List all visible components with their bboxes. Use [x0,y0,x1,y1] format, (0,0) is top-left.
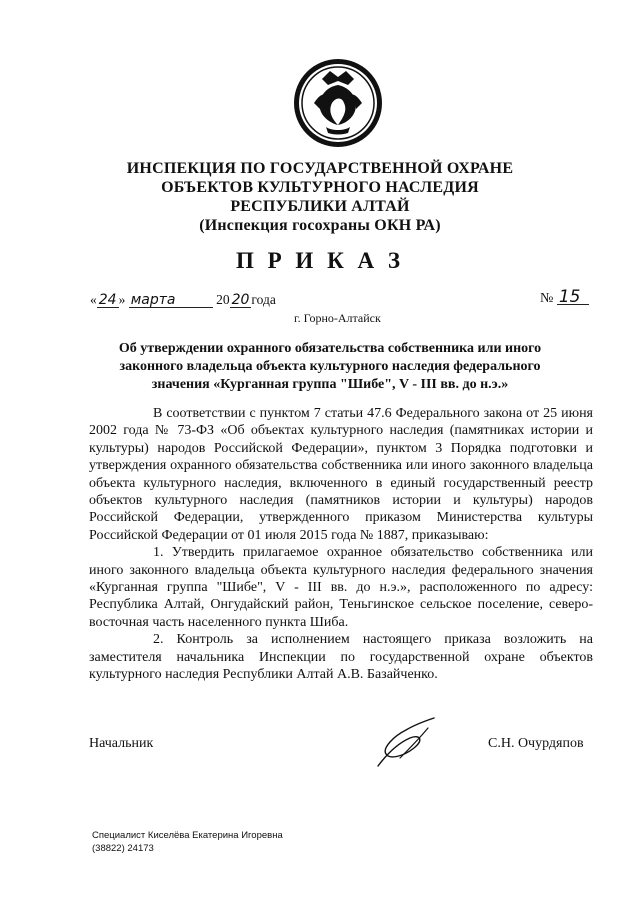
order-item-1: 1. Утвердить прилагаемое охранное обязательство собственника или иного законного владельца объекта культурного наследия федерального значения «Курганная группа "Шибе", V - III вв. до н.э.», расположенного по адресу: Республика Алтай, Онгудайский район, Теньгинское сельское поселение, северо-восточная часть населенного пункта Шиба. [89,545,593,630]
number-label: № [540,291,554,306]
preamble-paragraph: В соответствии с пунктом 7 статьи 47.6 Федерального закона от 25 июня 2002 года № 73-ФЗ «Об объектах культурного наследия (памятниках истории и культуры) народов Российской Федерации», пунктом 3 Порядка подготовки и утверждения охранного обязательства собственника или иного законного владельца объекта культурного наследия, включенного в единый государственный реестр объектов культурного наследия (памятников истории и культуры) народов Российской Федерации, утвержденного приказом Министерства культуры Российской Федерации от 01 июля 2015 года № 1887, приказываю: [89,406,593,543]
date-year-suffix: 20 [231,292,250,308]
signatory-name: С.Н. Очурдяпов [488,736,584,751]
document-subject [95,340,565,394]
subject-line-2: законного владельца объекта культурного наследия федерального [119,359,541,374]
executor-name: Специалист Киселёва Екатерина Игоревна [92,830,283,841]
document-city: г. Горно-Алтайск [294,311,381,325]
document-title: П Р И К А З [235,248,404,273]
date-year-prefix: 20 [216,292,230,307]
org-name-line-2: ОБЪЕКТОВ КУЛЬТУРНОГО НАСЛЕДИЯ [161,179,479,196]
executor-phone: (38822) 24173 [92,843,154,854]
date-close-quote: » [118,292,126,307]
coat-of-arms-emblem [292,57,384,149]
org-name-line-3: РЕСПУБЛИКИ АЛТАЙ [230,198,410,215]
org-name-line-1: ИНСПЕКЦИЯ ПО ГОСУДАРСТВЕННОЙ ОХРАНЕ [126,160,514,177]
date-month: марта [129,293,213,308]
order-item-2: 2. Контроль за исполнением настоящего приказа возложить на заместителя начальника Инспекции по государственной охране объектов культурного наследия Республики Алтай А.В. Базайченко. [89,632,593,683]
document-number [540,287,589,307]
document-date [90,292,276,308]
org-short-name: (Инспекция госохраны ОКН РА) [199,217,441,234]
date-suffix: года [251,292,276,307]
subject-line-1: Об утверждении охранного обязательства собственника или иного [118,341,542,356]
handwritten-signature [370,714,440,774]
signatory-position: Начальник [89,736,154,751]
document-body [89,405,593,684]
date-day: 24 [98,292,117,308]
date-open-quote: « [90,292,97,307]
executor-info [92,829,283,855]
subject-line-3: значения «Курганная группа "Шибе", V - III вв. до н.э.» [151,377,509,392]
number-value: 15 [557,290,589,305]
